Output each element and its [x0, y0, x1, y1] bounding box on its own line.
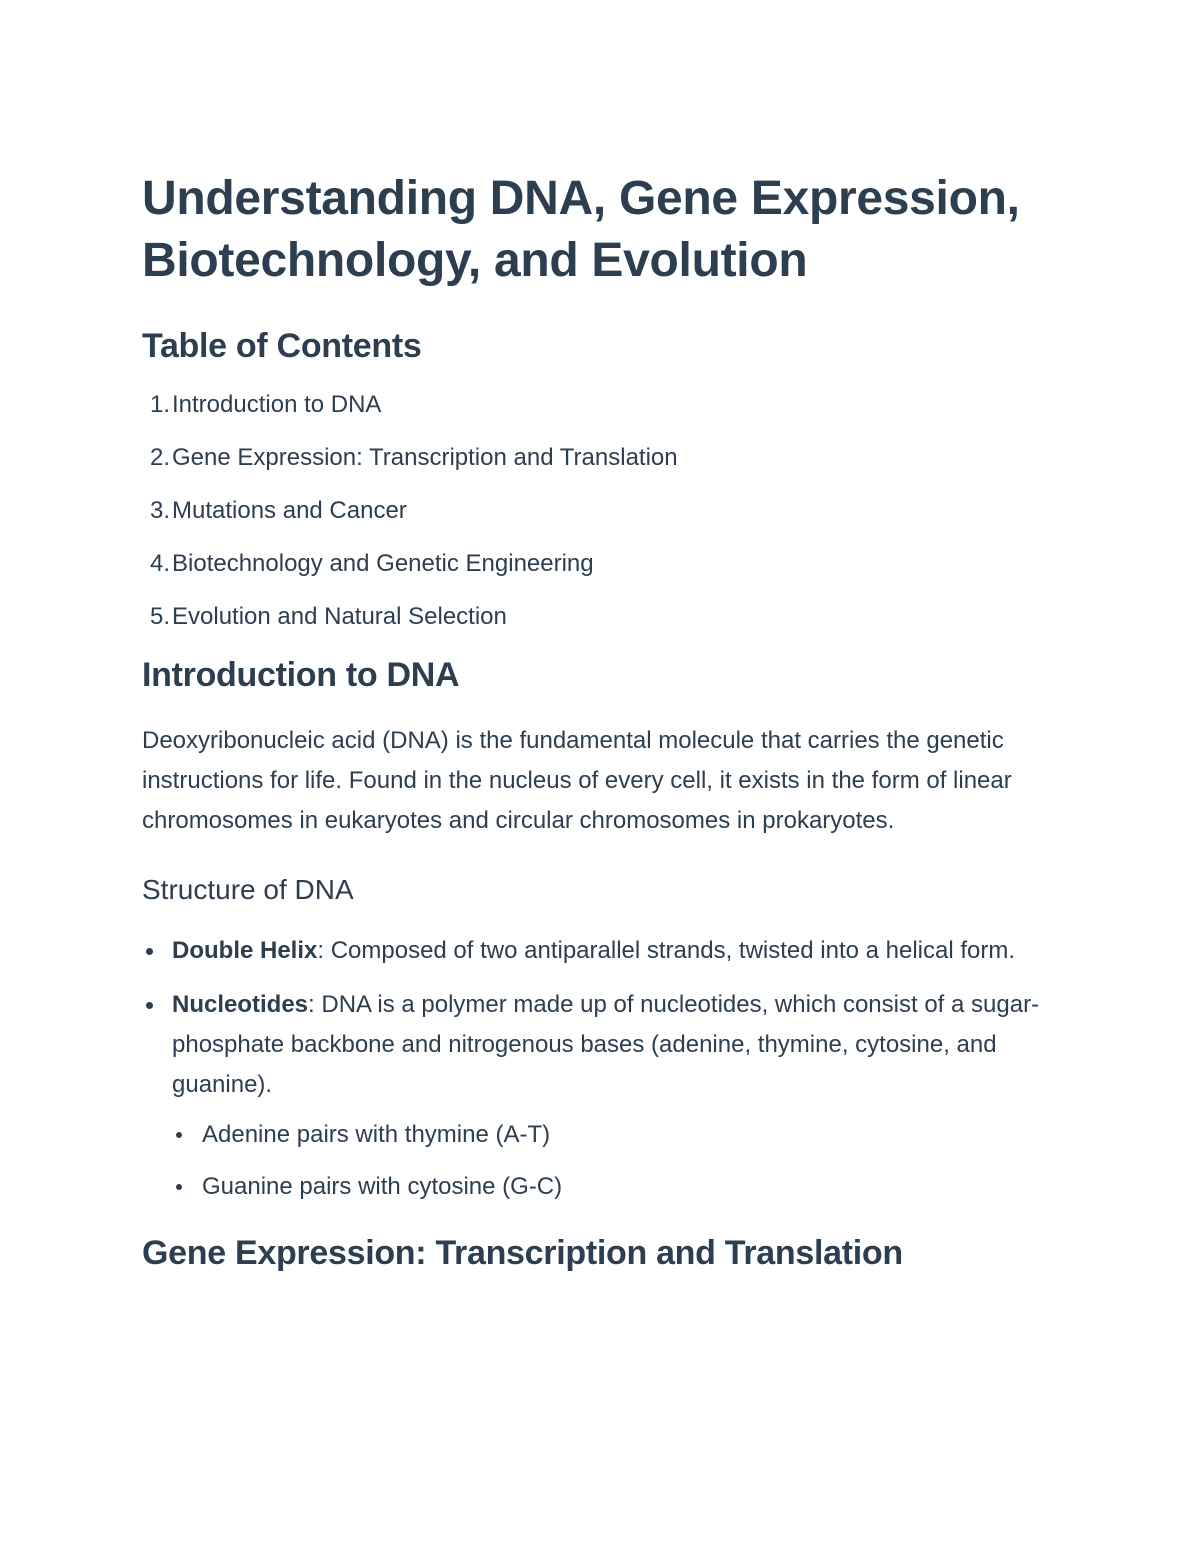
bullet-term: Double Helix	[172, 937, 318, 964]
document-page	[142, 168, 1062, 1273]
toc-item-label: Mutations and Cancer	[172, 497, 407, 524]
structure-bullet-list	[142, 931, 1062, 1207]
gene-expression-heading: Gene Expression: Transcription and Translation	[142, 1234, 903, 1272]
structure-heading: Structure of DNA	[142, 874, 354, 905]
toc-item-number: 2.	[149, 444, 170, 471]
sub-bullet-guanine: Guanine pairs with cytosine (G-C)	[172, 1167, 1062, 1207]
bullet-term: Nucleotides	[172, 991, 309, 1018]
bullet-double-helix	[142, 931, 1062, 971]
toc-list	[142, 390, 1062, 632]
toc-item-number: 3.	[149, 497, 170, 524]
toc-item	[142, 443, 1062, 473]
toc-item-number: 1.	[149, 391, 170, 418]
bullet-nucleotides	[142, 985, 1062, 1207]
bullet-text: : DNA is a polymer made up of nucleotides, which consist of a sugar-phosphate backbone and nitrogenous bases (adenine, thymine, cytosine, and guanine).	[172, 991, 1040, 1098]
intro-heading: Introduction to DNA	[142, 656, 460, 694]
toc-item-number: 5.	[149, 603, 170, 630]
toc-heading: Table of Contents	[142, 327, 422, 365]
toc-item-label: Biotechnology and Genetic Engineering	[172, 550, 594, 577]
toc-item	[142, 390, 1062, 420]
sub-bullet-adenine: Adenine pairs with thymine (A-T)	[172, 1115, 1062, 1155]
base-pair-list	[172, 1115, 1062, 1207]
toc-item-label: Introduction to DNA	[172, 391, 382, 418]
toc-item-label: Gene Expression: Transcription and Translation	[172, 444, 678, 471]
toc-item-label: Evolution and Natural Selection	[172, 603, 507, 630]
document-title: Understanding DNA, Gene Expression, Biotechnology, and Evolution	[142, 172, 1020, 287]
bullet-text: : Composed of two antiparallel strands, twisted into a helical form.	[317, 937, 1016, 964]
toc-item	[142, 496, 1062, 526]
intro-paragraph: Deoxyribonucleic acid (DNA) is the fundamental molecule that carries the genetic instructions for life. Found in the nucleus of every cell, it exists in the form of linear chromosomes in eukaryotes and circular chromosomes in prokaryotes.	[142, 727, 1012, 834]
toc-item	[142, 549, 1062, 579]
toc-item	[142, 602, 1062, 632]
toc-item-number: 4.	[149, 550, 170, 577]
